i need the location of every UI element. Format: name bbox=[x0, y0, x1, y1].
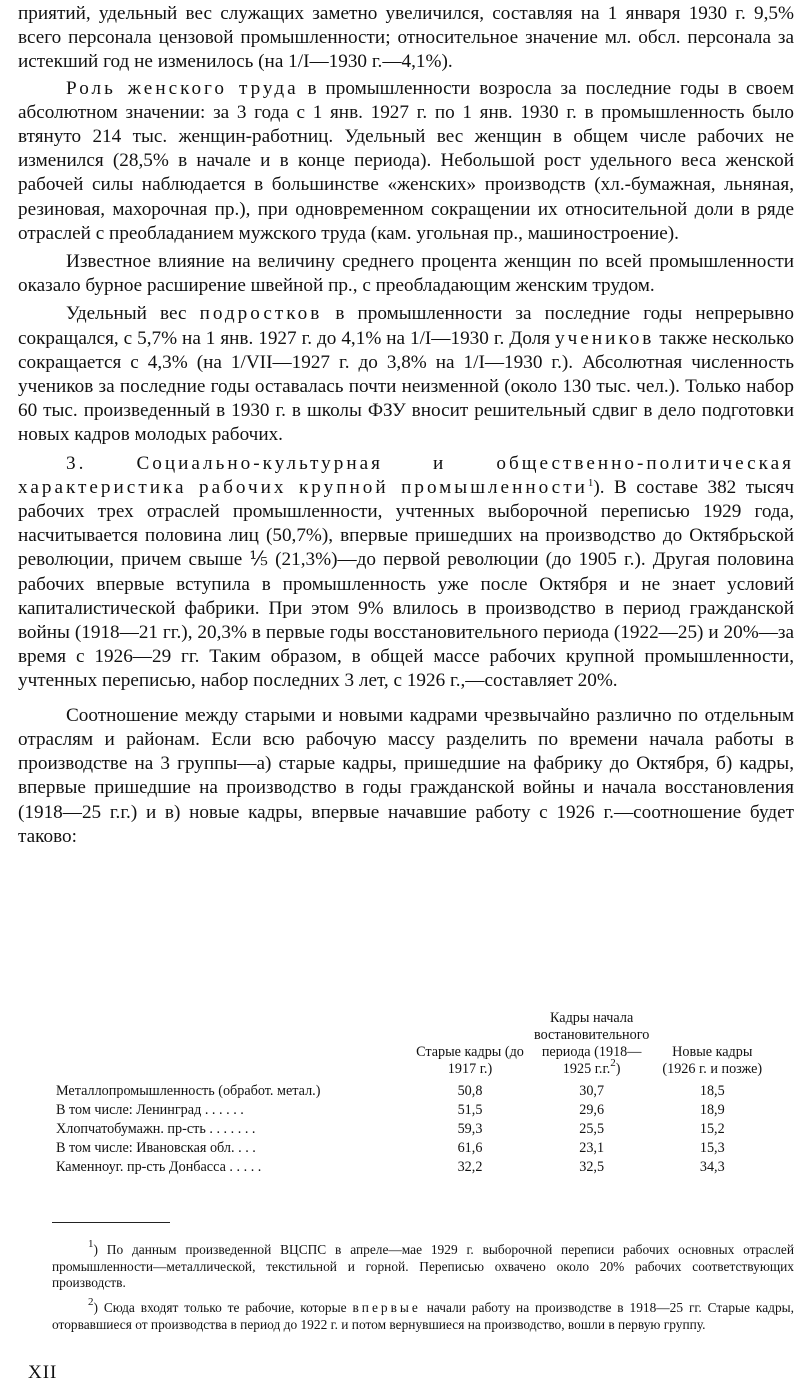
header-restoration-text: Кадры начала востановительного периода (1918—1925 г.г. bbox=[534, 1010, 650, 1077]
cell-old: 59,3 bbox=[457, 1121, 483, 1137]
page-body bbox=[18, 2, 794, 849]
cell-new: 18,5 bbox=[699, 1083, 725, 1099]
header-restoration-close: ) bbox=[615, 1061, 621, 1077]
paragraph-youth-text-c: в промышленности за последние годы непрерывно сокращался, с 5,7% на 1 янв. 1927 г. до 4,1% на 1/I—1930 г. Доля bbox=[18, 303, 794, 349]
cell-restoration: 29,6 bbox=[579, 1102, 605, 1118]
cell-restoration: 32,5 bbox=[579, 1159, 605, 1175]
footnote-divider bbox=[52, 1222, 170, 1223]
table-row bbox=[52, 1158, 771, 1177]
table-row bbox=[52, 1120, 771, 1139]
footnote-1-text: ) По данным произведенной ВЦСПС в апреле—мае 1929 г. выборочной переписи рабочих основных отраслей промышленности—металлической, текстильной и горной. Переписью охвачено около 20% рабочих соответствующих производств. bbox=[52, 1242, 794, 1291]
paragraph-women-labor bbox=[18, 77, 794, 246]
footnote-2-text-c: начали работу на производстве в 1918—25 гг. Старые кадры, оторвавшиеся от производства в период до 1922 г. и потом вернувшиеся на производство, вошли в первую группу. bbox=[52, 1300, 794, 1332]
cell-restoration: 30,7 bbox=[579, 1083, 605, 1099]
cell-old: 61,6 bbox=[457, 1140, 483, 1156]
header-restoration-cadres bbox=[530, 1010, 653, 1082]
table-row bbox=[52, 1082, 771, 1101]
paragraph-youth-text-a: Удельный вес bbox=[66, 303, 200, 325]
cell-new: 15,2 bbox=[699, 1121, 725, 1137]
emphasis-youth: подростков bbox=[199, 303, 323, 325]
row-label: В том числе: Ивановская обл. . . . bbox=[56, 1140, 256, 1156]
footnote-2-emphasis: впервые bbox=[352, 1300, 421, 1315]
cell-new: 34,3 bbox=[699, 1159, 725, 1175]
cell-new: 18,9 bbox=[699, 1102, 725, 1118]
table-header-row bbox=[52, 1010, 771, 1082]
table-row bbox=[52, 1139, 771, 1158]
emphasis-apprentices: учеников bbox=[555, 327, 655, 349]
section-heading: 3. Социально-культурная и общественно-политическая характеристика рабочих крупной промышленности bbox=[18, 452, 794, 498]
paragraph-sewing: Известное влияние на величину среднего процента женщин по всей промышленности оказало бурное расширение швейной пр., с преобладающим женским трудом. bbox=[18, 251, 794, 297]
footnote-1-mark: 1 bbox=[88, 1238, 94, 1250]
paragraph-women-text: в промышленности возросла за последние годы в своем абсолютном значении: за 3 года с 1 янв. 1927 г. по 1 янв. 1930 г. в промышленность было втянуто 214 тыс. женщин-работниц. Удельный вес женщин в общем числе рабочих не изменился (28,5% в начале и в конце периода). Небольшой рост удельного веса женской рабочей силы наблюдается в большинстве «женских» производств (хл.-бумажная, льняная, резиновая, махорочная пр.), при одновременном сокращении их относительной доли в ряде отраслей с преобладанием мужского труда (кам. угольная пр., машиностроение). bbox=[18, 77, 794, 244]
cell-old: 32,2 bbox=[457, 1159, 483, 1175]
paragraph-section-3 bbox=[18, 452, 794, 694]
header-old-cadres: Старые кадры (до 1917 г.) bbox=[416, 1044, 524, 1077]
row-label: Металлопромышленность (обработ. метал.) bbox=[56, 1083, 321, 1099]
row-label: Хлопчатобумажн. пр-сть . . . . . . . bbox=[56, 1121, 256, 1137]
footnote-ref-1: 1 bbox=[587, 476, 594, 489]
row-label: Каменноуг. пр-сть Донбасса . . . . . bbox=[56, 1159, 262, 1175]
header-blank bbox=[52, 1010, 410, 1082]
cell-old: 50,8 bbox=[457, 1083, 483, 1099]
header-new-cadres: Новые кадры (1926 г. и позже) bbox=[662, 1044, 763, 1077]
page-number: XII bbox=[28, 1362, 58, 1383]
footnote-1 bbox=[52, 1238, 794, 1292]
cell-new: 15,3 bbox=[699, 1140, 725, 1156]
footnote-2-text-a: ) Сюда входят только те рабочие, которые bbox=[93, 1300, 353, 1315]
footnote-2 bbox=[52, 1296, 794, 1333]
row-label: В том числе: Ленинград . . . . . . bbox=[56, 1102, 244, 1118]
paragraph-ratio: Соотношение между старыми и новыми кадрами чрезвычайно различно по отдельным отраслям и районам. Если всю рабочую массу разделить по времени начала работы в производстве на 3 группы—а) старые кадры, пришедшие на фабрику до Октября, б) кадры, впервые пришедшие на производство в годы гражданской войны и начала восстановления (1918—25 г.г.) и в) новые кадры, впервые начавшие работу с 1926 г.—соотношение будет таково: bbox=[18, 704, 794, 847]
cell-restoration: 25,5 bbox=[579, 1121, 605, 1137]
paragraph-section-3-text: ). В составе 382 тысяч рабочих трех отраслей промышленности, учтенных выборочной переписью 1929 года, насчитывается половина лиц (50,7%), впервые пришедших на производство до Октябрьской революции, причем свыше ⅕ (21,3%)—до первой революции (до 1905 г.). Другая половина рабочих впервые вступила в промышленность уже после Октября и не знает условий капиталистической фабрики. При этом 9% влилось в производство в период гражданской войны (1918—21 гг.), 20,3% в первые годы восстановительного периода (1922—25) и 20%—за время с 1926—29 гг. Таким образом, в общей массе рабочих крупной промышленности, учтенных переписью, набор последних 3 лет, с 1926 г.,—составляет 20%. bbox=[18, 476, 794, 692]
emphasis-women-labor: Роль женского труда bbox=[66, 77, 299, 99]
table-row bbox=[52, 1101, 771, 1120]
cadres-table bbox=[52, 1010, 771, 1177]
footnote-ref-2: 2 bbox=[610, 1057, 616, 1069]
paragraph-employees: приятий, удельный вес служащих заметно увеличился, составляя на 1 января 1930 г. 9,5% всего персонала цензовой промышленности; относительное значение мл. обсл. персонала за истекший год не изменилось (на 1/I—1930 г.—4,1%). bbox=[18, 3, 794, 73]
cell-restoration: 23,1 bbox=[579, 1140, 605, 1156]
paragraph-youth-text-e: также несколько сокращается с 4,3% (на 1/VII—1927 г. до 3,8% на 1/I—1930 г.). Абсолютная численность учеников за последние годы оставалась почти неизменной (около 130 тыс. чел.). Только набор 60 тыс. произведенный в 1930 г. в школы ФЗУ вносит решительный сдвиг в дело подготовки новых кадров молодых рабочих. bbox=[18, 327, 794, 446]
paragraph-youth bbox=[18, 302, 794, 447]
cell-old: 51,5 bbox=[457, 1102, 483, 1118]
footnote-2-mark: 2 bbox=[88, 1296, 94, 1308]
